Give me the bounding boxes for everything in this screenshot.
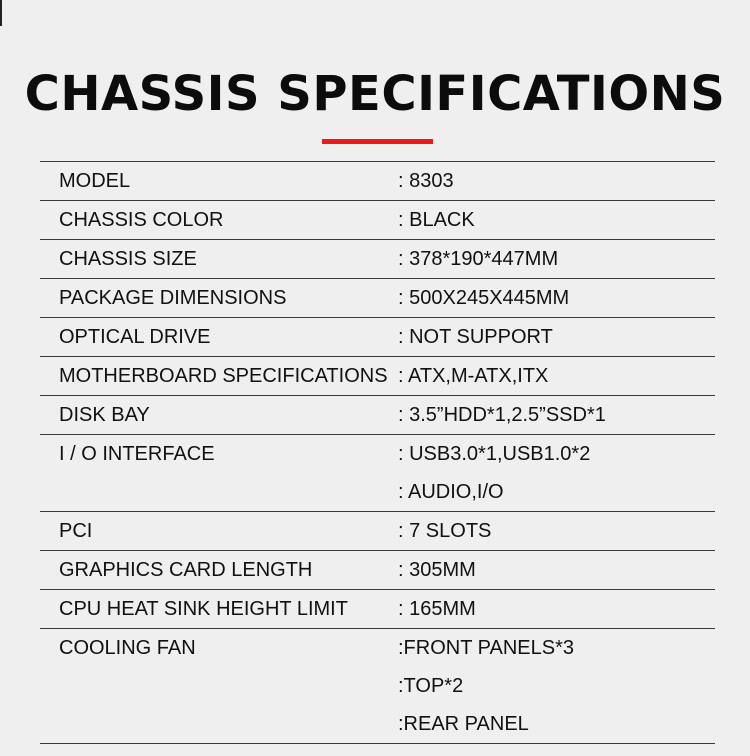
spec-row [40,512,715,551]
spec-values [398,551,715,589]
spec-row [40,201,715,240]
spec-values [398,396,715,434]
spec-value: : 8303 [398,170,454,192]
spec-value: : 378*190*447MM [398,248,559,270]
spec-values [398,201,715,239]
spec-value: : ATX,M-ATX,ITX [398,365,549,387]
spec-value: : 3.5”HDD*1,2.5”SSD*1 [398,404,606,426]
spec-values [398,357,715,395]
spec-row [40,162,715,201]
spec-label: GRAPHICS CARD LENGTH [59,559,313,581]
spec-value: :FRONT PANELS*3 [398,637,574,659]
spec-label: COOLING FAN [59,637,196,659]
spec-row [40,629,715,744]
spec-label: I / O INTERFACE [59,443,215,465]
spec-value: : NOT SUPPORT [398,326,553,348]
spec-values [398,629,715,743]
corner-mark [0,0,2,26]
spec-value: : USB3.0*1,USB1.0*2 [398,443,591,465]
spec-table [40,161,715,744]
spec-row [40,551,715,590]
page-title: CHASSIS SPECIFICATIONS [24,66,726,122]
spec-values [398,318,715,356]
spec-row [40,357,715,396]
spec-label: OPTICAL DRIVE [59,326,211,348]
spec-row [40,279,715,318]
spec-value: : 305MM [398,559,476,581]
spec-label: CPU HEAT SINK HEIGHT LIMIT [59,598,348,620]
spec-row [40,318,715,357]
spec-value: : 165MM [398,598,476,620]
spec-label: MOTHERBOARD SPECIFICATIONS [59,365,388,387]
spec-value: : BLACK [398,209,475,231]
spec-label: MODEL [59,170,131,192]
spec-value: : 500X245X445MM [398,287,570,309]
spec-row [40,590,715,629]
spec-row [40,396,715,435]
spec-label: PCI [59,520,93,542]
spec-values [398,590,715,628]
spec-label: CHASSIS SIZE [59,248,197,270]
spec-values [398,279,715,317]
spec-values [398,240,715,278]
spec-row [40,240,715,279]
spec-label: PACKAGE DIMENSIONS [59,287,287,309]
spec-value: :REAR PANEL [398,713,529,735]
spec-values [398,162,715,200]
spec-label: DISK BAY [59,404,150,426]
spec-values [398,435,715,511]
spec-value: : AUDIO,I/O [398,481,504,503]
spec-value: : 7 SLOTS [398,520,492,542]
spec-value: :TOP*2 [398,675,464,697]
spec-label: CHASSIS COLOR [59,209,224,231]
spec-values [398,512,715,550]
spec-row [40,435,715,512]
title-underline [322,139,433,144]
